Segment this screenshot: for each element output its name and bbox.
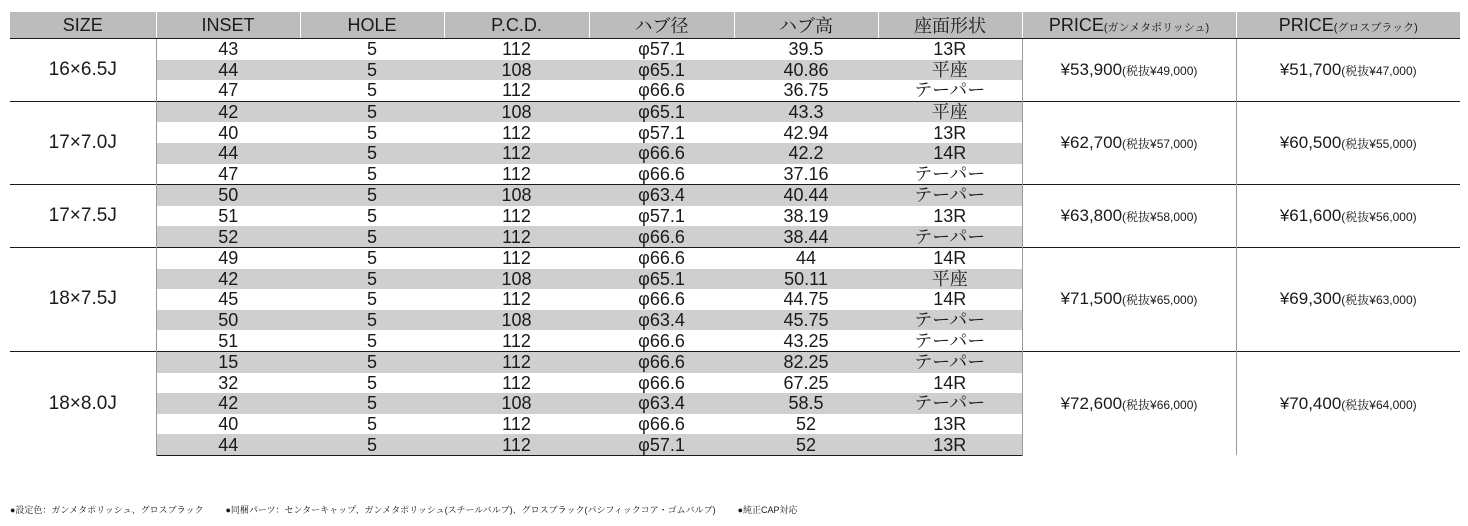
inset-cell: 43 — [156, 39, 300, 60]
hub-diameter-cell: φ66.6 — [589, 226, 734, 247]
hub-diameter-cell: φ66.6 — [638, 372, 685, 393]
table-row — [10, 247, 1460, 268]
hub-diameter-cell: φ66.6 — [638, 289, 685, 310]
seat-shape-cell: 14R — [933, 372, 967, 393]
size-cell: 18×7.5J — [10, 247, 156, 351]
inset-cell: 15 — [156, 351, 300, 372]
pcd-cell: 112 — [502, 163, 531, 184]
hub-height-cell: 40.86 — [734, 60, 878, 81]
hub-diameter-cell: φ66.6 — [638, 163, 685, 184]
hub-diameter-cell: φ65.1 — [589, 101, 734, 122]
seat-shape-cell: 13R — [933, 413, 967, 434]
pcd-cell: 108 — [444, 310, 589, 331]
pcd-cell: 112 — [502, 413, 531, 434]
price-gunmetal-cell — [1022, 185, 1236, 248]
seat-shape-cell: 13R — [878, 434, 1022, 455]
inset-cell: 44 — [156, 60, 300, 81]
hub-diameter-cell: φ57.1 — [638, 206, 685, 227]
hub-diameter-cell: φ57.1 — [638, 122, 685, 143]
pcd-cell: 108 — [444, 60, 589, 81]
pcd-cell: 112 — [502, 372, 531, 393]
price-gloss-cell — [1236, 247, 1460, 351]
hole-cell: 5 — [366, 163, 377, 184]
hub-height-cell: 44 — [734, 247, 878, 268]
hub-height-cell: 38.19 — [783, 206, 829, 227]
price-value: ¥60,500 — [1279, 132, 1342, 152]
hole-cell: 5 — [300, 185, 444, 206]
price-tax-excluded: (税抜¥65,000) — [1122, 293, 1198, 308]
hole-cell: 5 — [366, 206, 377, 227]
hub-height-cell: 52 — [795, 413, 817, 434]
price-tax-excluded: (税抜¥64,000) — [1341, 397, 1417, 412]
seat-shape-cell: テーパー — [914, 330, 986, 351]
inset-cell: 44 — [156, 434, 300, 455]
inset-cell: 42 — [156, 269, 300, 290]
price-gunmetal-cell — [1022, 247, 1236, 351]
price-value: ¥69,300 — [1279, 289, 1342, 309]
price-gunmetal-cell — [1022, 101, 1236, 184]
hub-diameter-cell: φ66.6 — [589, 247, 734, 268]
seat-shape-cell: テーパー — [914, 80, 986, 101]
hub-height-cell: 67.25 — [783, 372, 829, 393]
hub-diameter-cell: φ57.1 — [589, 39, 734, 60]
size-cell: 16×6.5J — [10, 39, 156, 102]
pcd-cell: 112 — [502, 80, 531, 101]
header-row — [10, 12, 1460, 39]
inset-cell: 47 — [218, 80, 239, 101]
price-gloss-cell — [1236, 39, 1460, 102]
hole-cell: 5 — [300, 269, 444, 290]
table-header — [10, 12, 1460, 39]
hole-cell: 5 — [366, 122, 377, 143]
table-row — [10, 185, 1460, 206]
size-cell: 17×7.5J — [10, 185, 156, 248]
pcd-cell: 108 — [444, 393, 589, 414]
hole-cell: 5 — [300, 101, 444, 122]
header-hole: HOLE — [300, 12, 444, 39]
hole-cell: 5 — [300, 351, 444, 372]
seat-shape-cell: 13R — [933, 206, 967, 227]
inset-cell: 32 — [218, 372, 239, 393]
hub-height-cell: 52 — [734, 434, 878, 455]
hub-diameter-cell: φ63.4 — [589, 393, 734, 414]
price-gunmetal-cell — [1022, 39, 1236, 102]
hub-diameter-cell: φ63.4 — [589, 185, 734, 206]
pcd-cell: 112 — [502, 122, 531, 143]
pcd-cell: 108 — [444, 101, 589, 122]
hub-height-cell: 40.44 — [734, 185, 878, 206]
pcd-cell: 112 — [444, 39, 589, 60]
hub-diameter-cell: φ66.6 — [638, 80, 685, 101]
price-value: ¥72,600 — [1060, 393, 1123, 413]
inset-cell: 50 — [156, 310, 300, 331]
price-value: ¥51,700 — [1279, 59, 1342, 79]
hub-height-cell: 58.5 — [734, 393, 878, 414]
seat-shape-cell: テーパー — [878, 310, 1022, 331]
hub-diameter-cell: φ66.6 — [589, 351, 734, 372]
header-seat-shape: 座面形状 — [878, 12, 1022, 39]
seat-shape-cell: テーパー — [878, 393, 1022, 414]
hub-height-cell: 38.44 — [734, 226, 878, 247]
price-tax-excluded: (税抜¥63,000) — [1341, 293, 1417, 308]
hub-diameter-cell: φ66.6 — [638, 330, 685, 351]
price-tax-excluded: (税抜¥55,000) — [1341, 136, 1417, 151]
price-tax-excluded: (税抜¥56,000) — [1341, 210, 1417, 225]
hole-cell: 5 — [366, 80, 377, 101]
size-cell: 18×8.0J — [10, 351, 156, 455]
price-value: ¥61,600 — [1279, 206, 1342, 226]
header-price-gunmetal — [1022, 12, 1236, 39]
price-gunmetal-cell — [1022, 351, 1236, 455]
table-body — [10, 39, 1460, 456]
header-hub-height: ハブ高 — [734, 12, 878, 39]
header-price-gunmetal-note: (ガンメタポリッシュ) — [1103, 21, 1210, 34]
hub-height-cell: 43.3 — [734, 101, 878, 122]
pcd-cell: 112 — [502, 330, 531, 351]
price-gloss-cell — [1236, 101, 1460, 184]
inset-cell: 40 — [218, 122, 239, 143]
price-value: ¥71,500 — [1060, 289, 1123, 309]
price-tax-excluded: (税抜¥66,000) — [1122, 397, 1198, 412]
pcd-cell: 108 — [444, 185, 589, 206]
price-tax-excluded: (税抜¥47,000) — [1341, 63, 1417, 78]
hub-height-cell: 42.94 — [783, 122, 829, 143]
price-value: ¥70,400 — [1279, 393, 1342, 413]
hole-cell: 5 — [300, 143, 444, 164]
hole-cell: 5 — [300, 310, 444, 331]
header-price-gunmetal-label: PRICE — [1048, 14, 1104, 35]
inset-cell: 40 — [218, 413, 239, 434]
pcd-cell: 112 — [444, 351, 589, 372]
hole-cell: 5 — [300, 60, 444, 81]
hub-height-cell: 39.5 — [734, 39, 878, 60]
inset-cell: 47 — [218, 163, 239, 184]
hole-cell: 5 — [366, 289, 377, 310]
inset-cell: 52 — [156, 226, 300, 247]
seat-shape-cell: 13R — [933, 122, 967, 143]
price-value: ¥62,700 — [1060, 132, 1123, 152]
inset-cell: 49 — [156, 247, 300, 268]
inset-cell: 42 — [156, 393, 300, 414]
header-hub-diameter: ハブ径 — [589, 12, 734, 39]
footnote-item: ●設定色：ガンメタポリッシュ、グロスブラック — [10, 505, 204, 515]
hub-height-cell: 36.75 — [783, 80, 829, 101]
pcd-cell: 108 — [444, 269, 589, 290]
hole-cell: 5 — [366, 330, 377, 351]
seat-shape-cell: 14R — [878, 247, 1022, 268]
seat-shape-cell: 14R — [933, 289, 967, 310]
inset-cell: 44 — [156, 143, 300, 164]
seat-shape-cell: 平座 — [878, 101, 1022, 122]
hole-cell: 5 — [300, 434, 444, 455]
hole-cell: 5 — [300, 39, 444, 60]
price-tax-excluded: (税抜¥58,000) — [1122, 210, 1198, 225]
price-tax-excluded: (税抜¥49,000) — [1122, 63, 1198, 78]
hub-height-cell: 42.2 — [734, 143, 878, 164]
inset-cell: 51 — [218, 206, 239, 227]
seat-shape-cell: 14R — [878, 143, 1022, 164]
hub-height-cell: 43.25 — [783, 330, 829, 351]
header-price-gloss-label: PRICE — [1278, 14, 1334, 35]
hole-cell: 5 — [366, 372, 377, 393]
table-row — [10, 101, 1460, 122]
hub-height-cell: 82.25 — [734, 351, 878, 372]
seat-shape-cell: 平座 — [878, 269, 1022, 290]
price-gloss-cell — [1236, 185, 1460, 248]
size-cell: 17×7.0J — [10, 101, 156, 184]
pcd-cell: 112 — [444, 247, 589, 268]
hole-cell: 5 — [300, 393, 444, 414]
header-inset: INSET — [156, 12, 300, 39]
inset-cell: 45 — [218, 289, 239, 310]
hub-height-cell: 50.11 — [734, 269, 878, 290]
pcd-cell: 112 — [444, 143, 589, 164]
header-price-gloss — [1236, 12, 1460, 39]
footnote-item: ●純正CAP対応 — [737, 505, 798, 515]
price-tax-excluded: (税抜¥57,000) — [1122, 136, 1198, 151]
hub-diameter-cell: φ66.6 — [638, 413, 685, 434]
seat-shape-cell: テーパー — [878, 226, 1022, 247]
hub-diameter-cell: φ57.1 — [589, 434, 734, 455]
pcd-cell: 112 — [502, 206, 531, 227]
seat-shape-cell: テーパー — [914, 163, 986, 184]
wheel-spec-table — [10, 12, 1460, 456]
pcd-cell: 112 — [444, 434, 589, 455]
hub-height-cell: 45.75 — [734, 310, 878, 331]
hub-height-cell: 44.75 — [783, 289, 829, 310]
seat-shape-cell: 13R — [878, 39, 1022, 60]
price-gloss-cell — [1236, 351, 1460, 455]
header-size: SIZE — [10, 12, 156, 39]
footnote-item: ●同梱パーツ：センターキャップ、ガンメタポリッシュ(スチールバルブ)、グロスブラック(パシフィックコア・ゴムバルブ) — [225, 505, 716, 515]
inset-cell: 50 — [156, 185, 300, 206]
footnote — [10, 503, 820, 516]
header-pcd: P.C.D. — [444, 12, 589, 39]
pcd-cell: 112 — [444, 226, 589, 247]
hole-cell: 5 — [366, 413, 377, 434]
hub-height-cell: 37.16 — [783, 163, 829, 184]
hole-cell: 5 — [300, 226, 444, 247]
table-row — [10, 351, 1460, 372]
seat-shape-cell: テーパー — [878, 185, 1022, 206]
pcd-cell: 112 — [502, 289, 531, 310]
inset-cell: 42 — [156, 101, 300, 122]
hub-diameter-cell: φ65.1 — [589, 269, 734, 290]
hole-cell: 5 — [300, 247, 444, 268]
seat-shape-cell: 平座 — [878, 60, 1022, 81]
seat-shape-cell: テーパー — [878, 351, 1022, 372]
hub-diameter-cell: φ65.1 — [589, 60, 734, 81]
hub-diameter-cell: φ63.4 — [589, 310, 734, 331]
inset-cell: 51 — [218, 330, 239, 351]
header-price-gloss-note: (グロスブラック) — [1333, 21, 1418, 34]
table-row — [10, 39, 1460, 60]
price-value: ¥63,800 — [1060, 206, 1123, 226]
hub-diameter-cell: φ66.6 — [589, 143, 734, 164]
price-value: ¥53,900 — [1060, 59, 1123, 79]
